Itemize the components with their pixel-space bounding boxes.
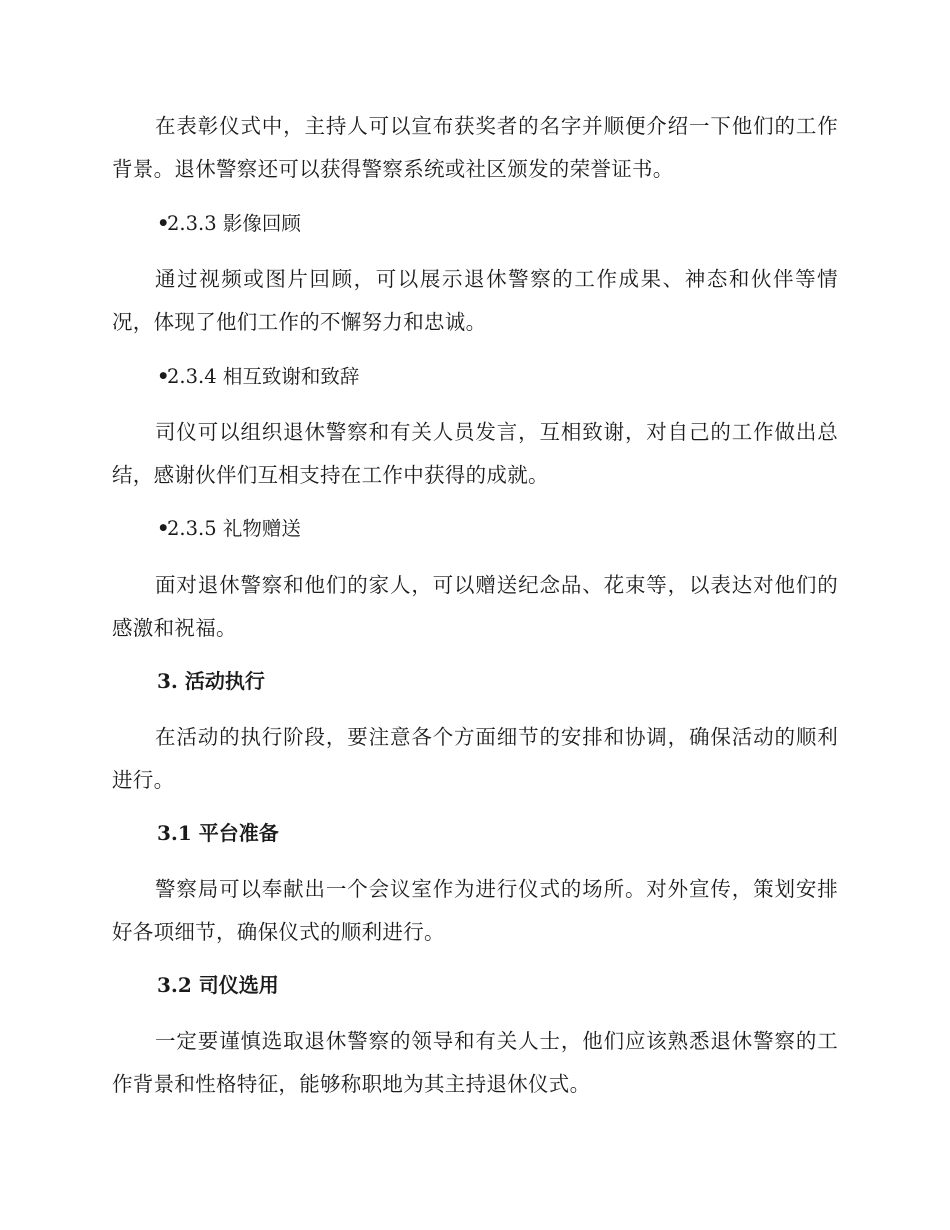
subheading-text: 2.3.3 影像回顾	[167, 212, 301, 235]
section-heading-3	[112, 666, 838, 696]
bullet-icon: •	[157, 365, 170, 388]
subheading-2-3-4	[112, 362, 838, 392]
subheading-2-3-5	[112, 514, 838, 544]
subheading-2-3-3	[112, 209, 838, 239]
bullet-icon: •	[157, 212, 170, 235]
bullet-icon: •	[157, 517, 170, 540]
paragraph-mc-selection	[112, 1020, 838, 1106]
paragraph-text: 在活动的执行阶段，要注意各个方面细节的安排和协调，确保活动的顺利进行。	[112, 725, 838, 792]
paragraph-video-review	[112, 258, 838, 344]
paragraph-text: 一定要谨慎选取退休警察的领导和有关人士，他们应该熟悉退休警察的工作背景和性格特征，能够称职地为其主持退休仪式。	[112, 1029, 838, 1096]
subheading-text: 2.3.4 相互致谢和致辞	[167, 365, 360, 388]
paragraph-text: 面对退休警察和他们的家人，可以赠送纪念品、花束等，以表达对他们的感激和祝福。	[112, 573, 838, 640]
paragraph-text: 通过视频或图片回顾，可以展示退休警察的工作成果、神态和伙伴等情况，体现了他们工作的不懈努力和忠诚。	[112, 267, 838, 334]
paragraph-gifts	[112, 564, 838, 650]
paragraph-execution	[112, 716, 838, 802]
paragraph-text: 司仪可以组织退休警察和有关人员发言，互相致谢，对自己的工作做出总结，感谢伙伴们互相支持在工作中获得的成就。	[112, 420, 838, 487]
paragraph-award-ceremony	[112, 105, 838, 191]
paragraph-mutual-thanks	[112, 411, 838, 497]
section-heading-text: 3.2 司仪选用	[157, 973, 279, 997]
paragraph-text: 警察局可以奉献出一个会议室作为进行仪式的场所。对外宣传，策划安排好各项细节，确保仪式的顺利进行。	[112, 877, 838, 944]
paragraph-platform	[112, 868, 838, 954]
section-heading-3-1	[112, 818, 838, 848]
section-heading-text: 3.1 平台准备	[157, 821, 279, 845]
paragraph-text: 在表彰仪式中，主持人可以宣布获奖者的名字并顺便介绍一下他们的工作背景。退休警察还可以获得警察系统或社区颁发的荣誉证书。	[112, 114, 838, 181]
section-heading-text: 3. 活动执行	[157, 669, 265, 693]
subheading-text: 2.3.5 礼物赠送	[167, 517, 301, 540]
section-heading-3-2	[112, 970, 838, 1000]
